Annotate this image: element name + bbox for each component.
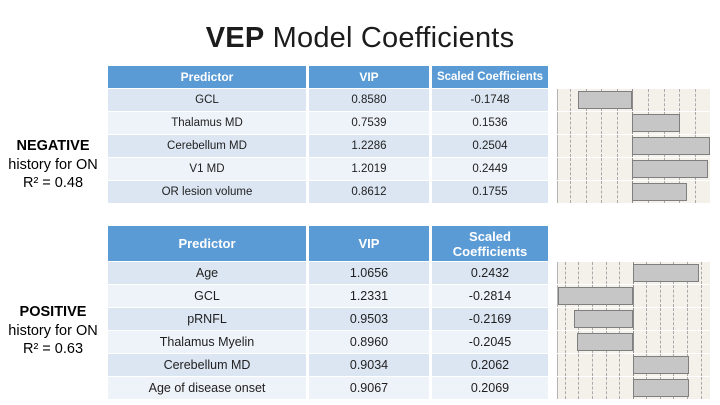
gridline	[565, 354, 566, 376]
coefficient-bar-plot	[557, 89, 710, 111]
gridline	[570, 135, 571, 157]
coefficient-bar	[558, 287, 633, 305]
gridline	[601, 158, 602, 180]
coefficient-bar-plot	[557, 135, 710, 157]
table-row	[108, 377, 710, 399]
table-row	[108, 262, 710, 284]
gridline	[673, 331, 674, 353]
title-rest: Model Coefficients	[264, 22, 515, 54]
gridline	[646, 308, 647, 330]
group-label-negative-r2: R² = 0.48	[22, 175, 84, 191]
cell-vip: 1.2019	[309, 158, 429, 180]
gridline	[660, 331, 661, 353]
coefficient-bar-plot	[557, 354, 710, 376]
gridline	[586, 181, 587, 203]
gridline	[565, 331, 566, 353]
header-cell-scaled-coefficients: Scaled Coefficients	[432, 66, 548, 88]
table-row	[108, 181, 710, 203]
coefficients-table-positive	[108, 226, 710, 400]
group-label-negative	[0, 137, 106, 193]
header-cell-vip: VIP	[309, 66, 429, 88]
gridline	[586, 158, 587, 180]
coefficient-bar	[633, 356, 689, 374]
cell-coefficient: 0.2069	[432, 377, 548, 399]
gridline	[673, 308, 674, 330]
coefficient-bar	[632, 137, 710, 155]
gridline	[570, 158, 571, 180]
gridline	[648, 89, 649, 111]
cell-predictor: Cerebellum MD	[108, 135, 306, 157]
table-row	[108, 112, 710, 134]
gridline	[687, 308, 688, 330]
coefficient-bar-plot	[557, 308, 710, 330]
table-row	[108, 331, 710, 353]
cell-coefficient: -0.2814	[432, 285, 548, 307]
cell-predictor: Thalamus MD	[108, 112, 306, 134]
gridline	[617, 112, 618, 134]
gridline	[592, 262, 593, 284]
table-row	[108, 135, 710, 157]
gridline	[570, 89, 571, 111]
zero-axis-line	[633, 308, 634, 330]
gridline	[617, 135, 618, 157]
chart-cell	[553, 158, 710, 180]
cell-coefficient: 0.1755	[432, 181, 548, 203]
chart-cell	[553, 181, 710, 203]
gridline	[570, 112, 571, 134]
gridline	[586, 135, 587, 157]
cell-predictor: pRNFL	[108, 308, 306, 330]
cell-coefficient: 0.2449	[432, 158, 548, 180]
group-label-positive-line2: history for ON	[8, 322, 98, 339]
chart-cell	[553, 377, 710, 399]
cell-coefficient: 0.2504	[432, 135, 548, 157]
cell-coefficient: -0.2045	[432, 331, 548, 353]
gridline	[606, 377, 607, 399]
coefficient-bar	[577, 333, 633, 351]
cell-predictor: Age	[108, 262, 306, 284]
coefficient-bar	[633, 264, 699, 282]
gridline	[646, 285, 647, 307]
gridline	[578, 377, 579, 399]
gridline	[695, 89, 696, 111]
gridline	[565, 262, 566, 284]
chart-cell	[553, 308, 710, 330]
table-row	[108, 308, 710, 330]
cell-vip: 0.9034	[309, 354, 429, 376]
gridline	[701, 377, 702, 399]
gridline	[570, 181, 571, 203]
cell-predictor: V1 MD	[108, 158, 306, 180]
table-header-row	[108, 66, 710, 88]
gridline	[679, 89, 680, 111]
gridline	[664, 89, 665, 111]
cell-vip: 0.8580	[309, 89, 429, 111]
coefficient-bar-plot	[557, 181, 710, 203]
header-cell-predictor: Predictor	[108, 66, 306, 88]
gridline	[586, 112, 587, 134]
gridline	[619, 354, 620, 376]
gridline	[619, 262, 620, 284]
cell-predictor: OR lesion volume	[108, 181, 306, 203]
cell-vip: 0.7539	[309, 112, 429, 134]
cell-predictor: Cerebellum MD	[108, 354, 306, 376]
gridline	[565, 308, 566, 330]
table-row	[108, 354, 710, 376]
gridline	[601, 112, 602, 134]
coefficient-bar-plot	[557, 285, 710, 307]
gridline	[695, 112, 696, 134]
gridline	[606, 354, 607, 376]
gridline	[701, 331, 702, 353]
cell-vip: 0.9067	[309, 377, 429, 399]
gridline	[565, 377, 566, 399]
group-label-negative-emphasis: NEGATIVE	[16, 138, 90, 154]
chart-cell	[553, 89, 710, 111]
gridline	[617, 158, 618, 180]
page-title	[0, 22, 720, 55]
table-row	[108, 285, 710, 307]
group-label-positive-r2: R² = 0.63	[22, 341, 84, 357]
coefficient-bar-plot	[557, 158, 710, 180]
zero-axis-line	[632, 89, 633, 111]
group-label-positive	[0, 303, 106, 359]
cell-vip: 0.8612	[309, 181, 429, 203]
gridline	[601, 181, 602, 203]
cell-vip: 0.8960	[309, 331, 429, 353]
gridline	[701, 308, 702, 330]
gridline	[619, 377, 620, 399]
cell-coefficient: -0.2169	[432, 308, 548, 330]
cell-vip: 1.2331	[309, 285, 429, 307]
cell-coefficient: 0.2062	[432, 354, 548, 376]
header-cell-scaled-coefficients: Scaled Coefficients	[432, 226, 548, 261]
gridline	[660, 308, 661, 330]
gridline	[687, 285, 688, 307]
coefficient-bar-plot	[557, 331, 710, 353]
cell-vip: 0.9503	[309, 308, 429, 330]
chart-cell	[553, 354, 710, 376]
coefficient-bar-plot	[557, 262, 710, 284]
cell-predictor: Thalamus Myelin	[108, 331, 306, 353]
gridline	[578, 262, 579, 284]
table-row	[108, 158, 710, 180]
gridline	[701, 354, 702, 376]
gridline	[701, 285, 702, 307]
group-label-positive-emphasis: POSITIVE	[19, 304, 87, 320]
gridline	[660, 285, 661, 307]
header-cell-vip: VIP	[309, 226, 429, 261]
header-cell-predictor: Predictor	[108, 226, 306, 261]
gridline	[617, 181, 618, 203]
header-cell-chart	[553, 226, 710, 261]
chart-cell	[553, 285, 710, 307]
chart-cell	[553, 112, 710, 134]
coefficients-table-negative	[108, 66, 710, 204]
coefficient-bar	[578, 91, 632, 109]
gridline	[592, 377, 593, 399]
coefficient-bar	[632, 160, 708, 178]
title-emphasis: VEP	[205, 22, 265, 54]
cell-coefficient: 0.1536	[432, 112, 548, 134]
gridline	[592, 354, 593, 376]
gridline	[601, 135, 602, 157]
gridline	[578, 354, 579, 376]
table-row	[108, 89, 710, 111]
coefficient-bar	[574, 310, 633, 328]
zero-axis-line	[633, 331, 634, 353]
gridline	[673, 285, 674, 307]
chart-cell	[553, 262, 710, 284]
gridline	[646, 331, 647, 353]
coefficient-bar	[632, 114, 680, 132]
gridline	[687, 331, 688, 353]
cell-coefficient: -0.1748	[432, 89, 548, 111]
header-cell-chart	[553, 66, 710, 88]
gridline	[695, 181, 696, 203]
zero-axis-line	[633, 285, 634, 307]
coefficient-bar-plot	[557, 377, 710, 399]
cell-coefficient: 0.2432	[432, 262, 548, 284]
chart-cell	[553, 135, 710, 157]
coefficient-bar	[632, 183, 686, 201]
cell-predictor: GCL	[108, 285, 306, 307]
cell-vip: 1.0656	[309, 262, 429, 284]
cell-predictor: Age of disease onset	[108, 377, 306, 399]
coefficient-bar	[633, 379, 689, 397]
chart-cell	[553, 331, 710, 353]
table-header-row	[108, 226, 710, 261]
gridline	[606, 262, 607, 284]
cell-vip: 1.2286	[309, 135, 429, 157]
group-label-negative-line2: history for ON	[8, 156, 98, 173]
coefficient-bar-plot	[557, 112, 710, 134]
gridline	[701, 262, 702, 284]
cell-predictor: GCL	[108, 89, 306, 111]
